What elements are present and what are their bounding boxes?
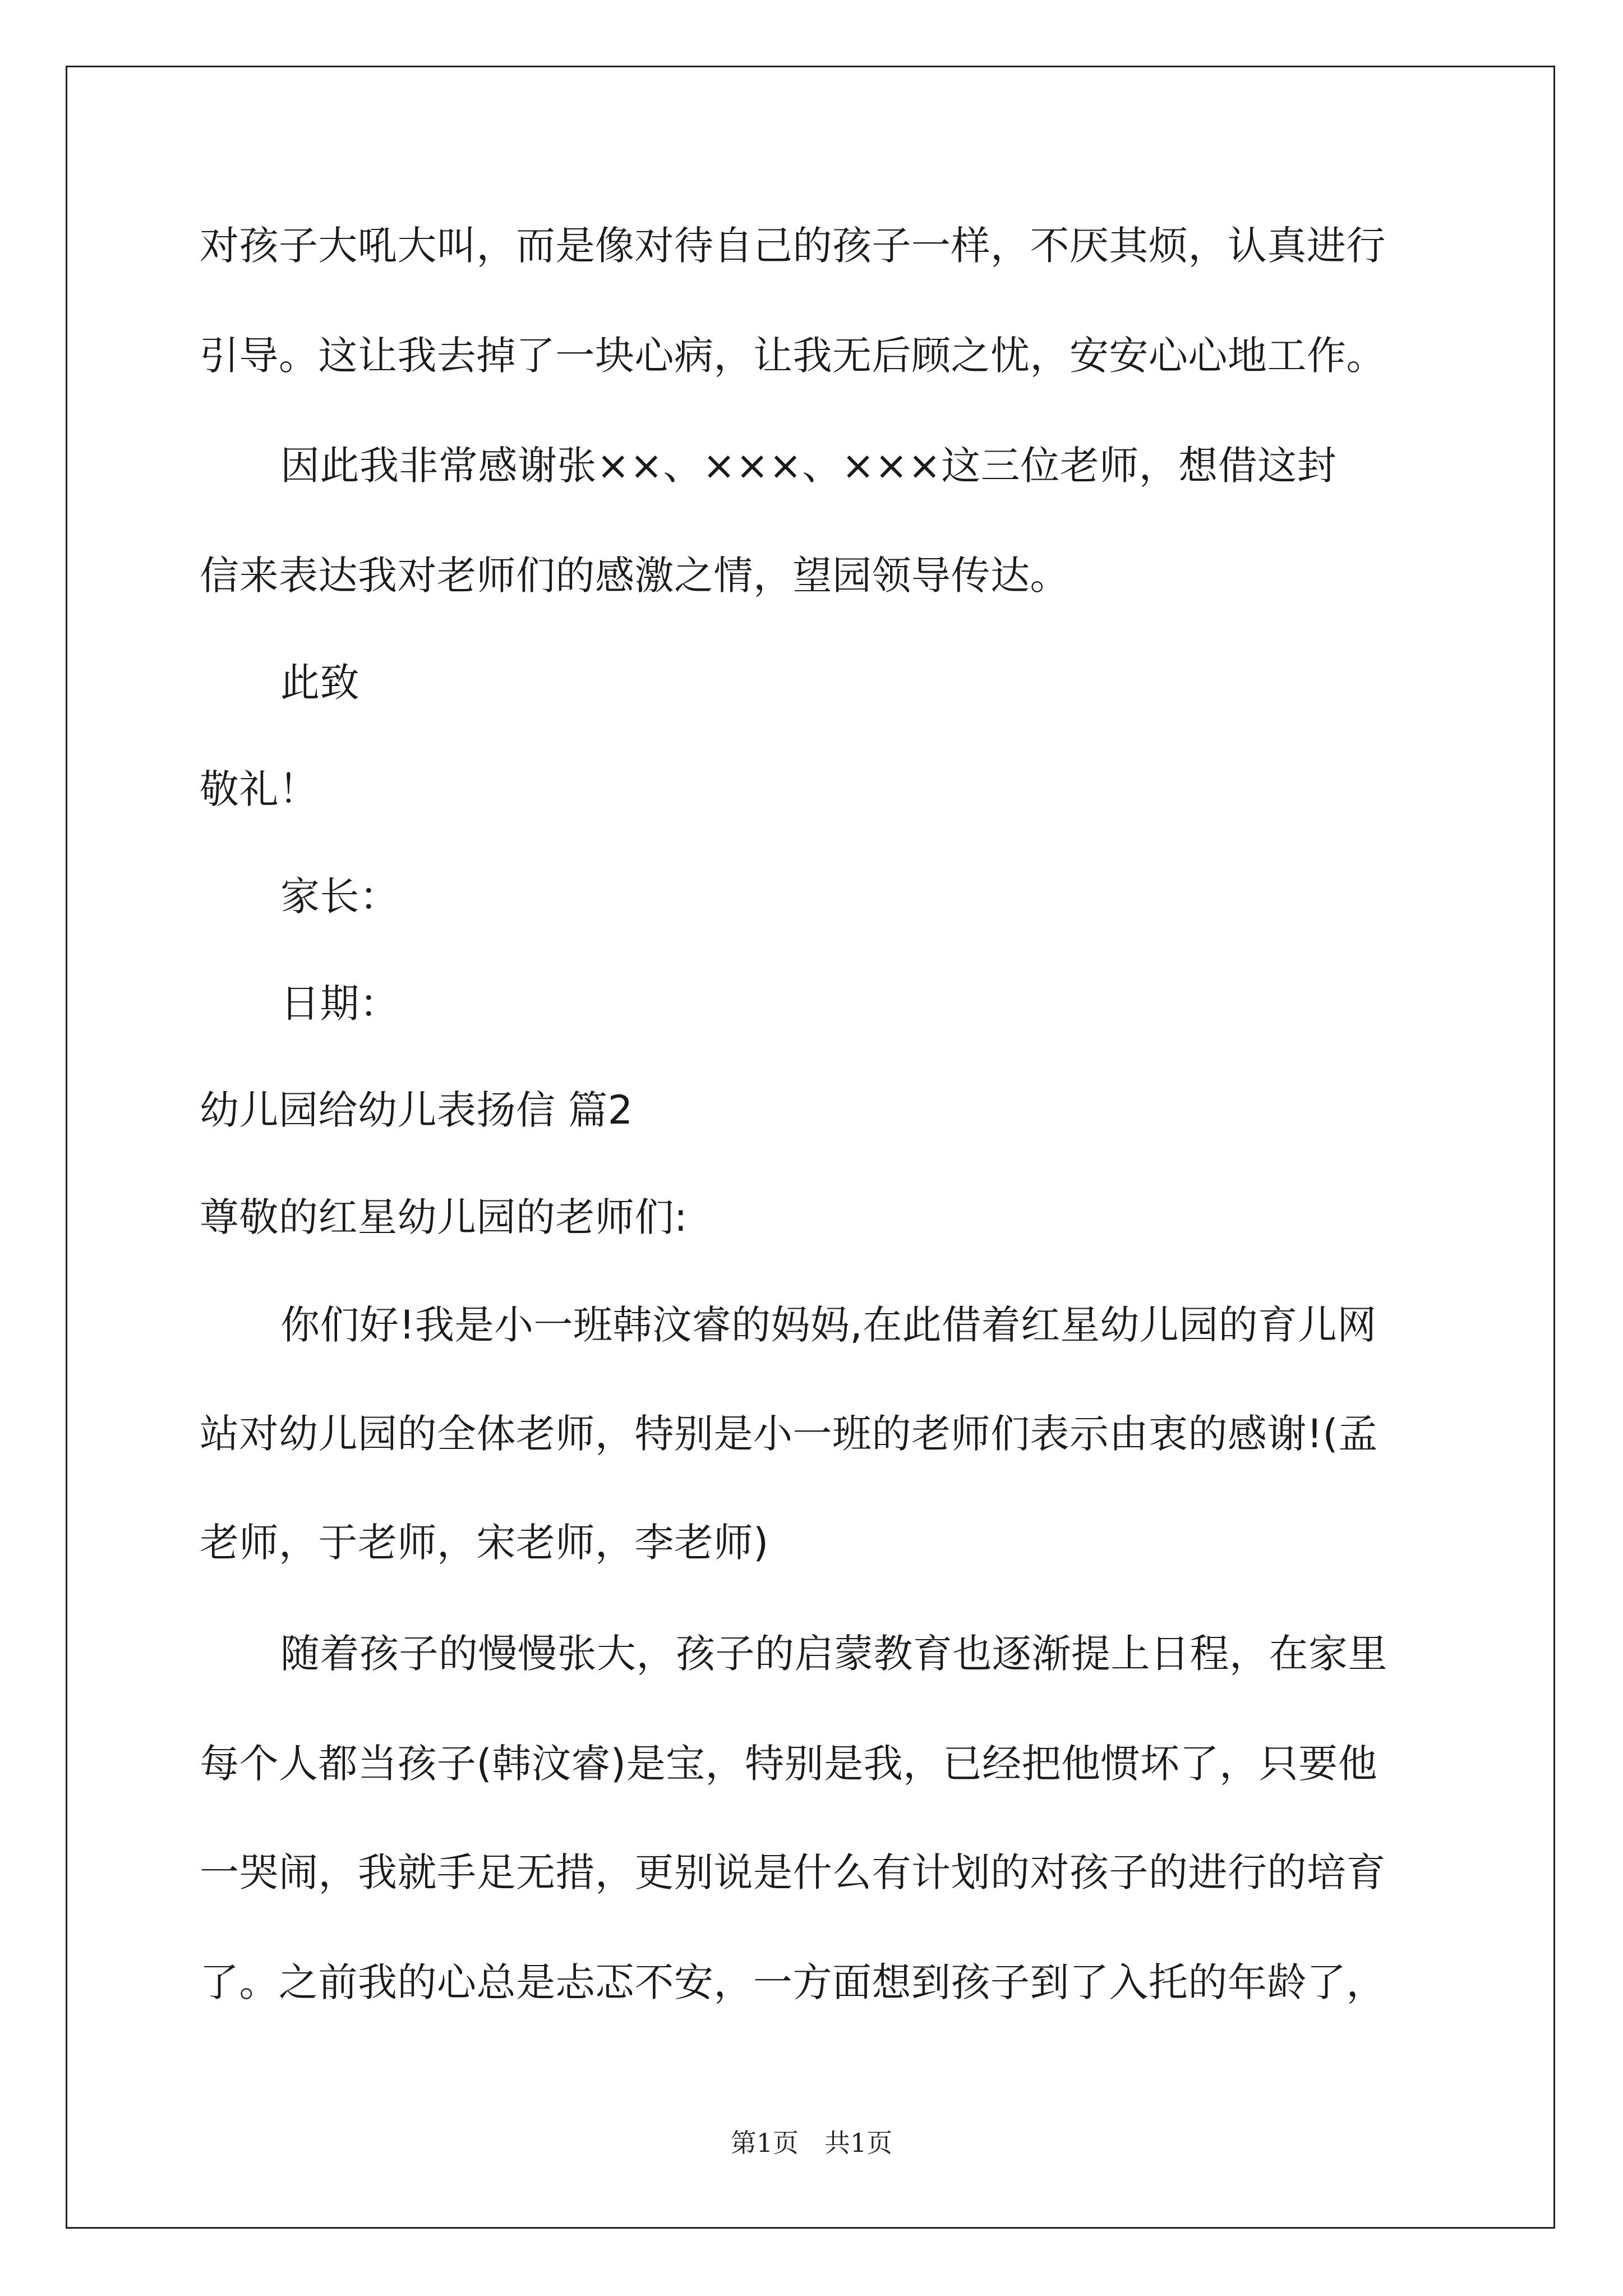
paragraph-line: 因此我非常感谢张××、×××、×××这三位老师，想借这封 xyxy=(280,443,1337,489)
paragraph-line: 老师，于老师，宋老师，李老师) xyxy=(200,1520,769,1566)
signature-date: 日期： xyxy=(280,981,399,1027)
paragraph-line: 你们好!我是小一班韩汶睿的妈妈,在此借着红星幼儿园的育儿网 xyxy=(280,1302,1377,1348)
paragraph-line: 对孩子大吼大叫，而是像对待自己的孩子一样，不厌其烦，认真进行 xyxy=(200,223,1386,269)
paragraph-line: 一哭闹，我就手足无措，更别说是什么有计划的对孩子的进行的培育 xyxy=(200,1849,1386,1895)
page-number-footer: 第1页 共1页 xyxy=(730,2128,893,2158)
paragraph-line: 每个人都当孩子(韩汶睿)是宝，特别是我，已经把他惯坏了，只要他 xyxy=(200,1741,1378,1787)
closing-regards: 敬礼！ xyxy=(200,766,319,812)
paragraph-line: 随着孩子的慢慢张大，孩子的启蒙教育也逐渐提上日程，在家里 xyxy=(280,1631,1387,1677)
closing-salutation: 此致 xyxy=(280,660,359,706)
paragraph-line: 信来表达我对老师们的感激之情，望园领导传达。 xyxy=(200,553,1069,599)
signature-parent: 家长： xyxy=(280,873,399,919)
paragraph-line: 引导。这让我去掉了一块心病，让我无后顾之忧，安安心心地工作。 xyxy=(200,333,1386,379)
paragraph-line: 站对幼儿园的全体老师，特别是小一班的老师们表示由衷的感谢!(孟 xyxy=(200,1411,1378,1457)
page-border xyxy=(66,66,1555,2229)
section-heading: 幼儿园给幼儿表扬信 篇2 xyxy=(200,1087,633,1133)
paragraph-line: 了。之前我的心总是忐忑不安，一方面想到孩子到了入托的年龄了， xyxy=(200,1959,1386,2005)
letter-greeting: 尊敬的红星幼儿园的老师们: xyxy=(200,1194,688,1240)
